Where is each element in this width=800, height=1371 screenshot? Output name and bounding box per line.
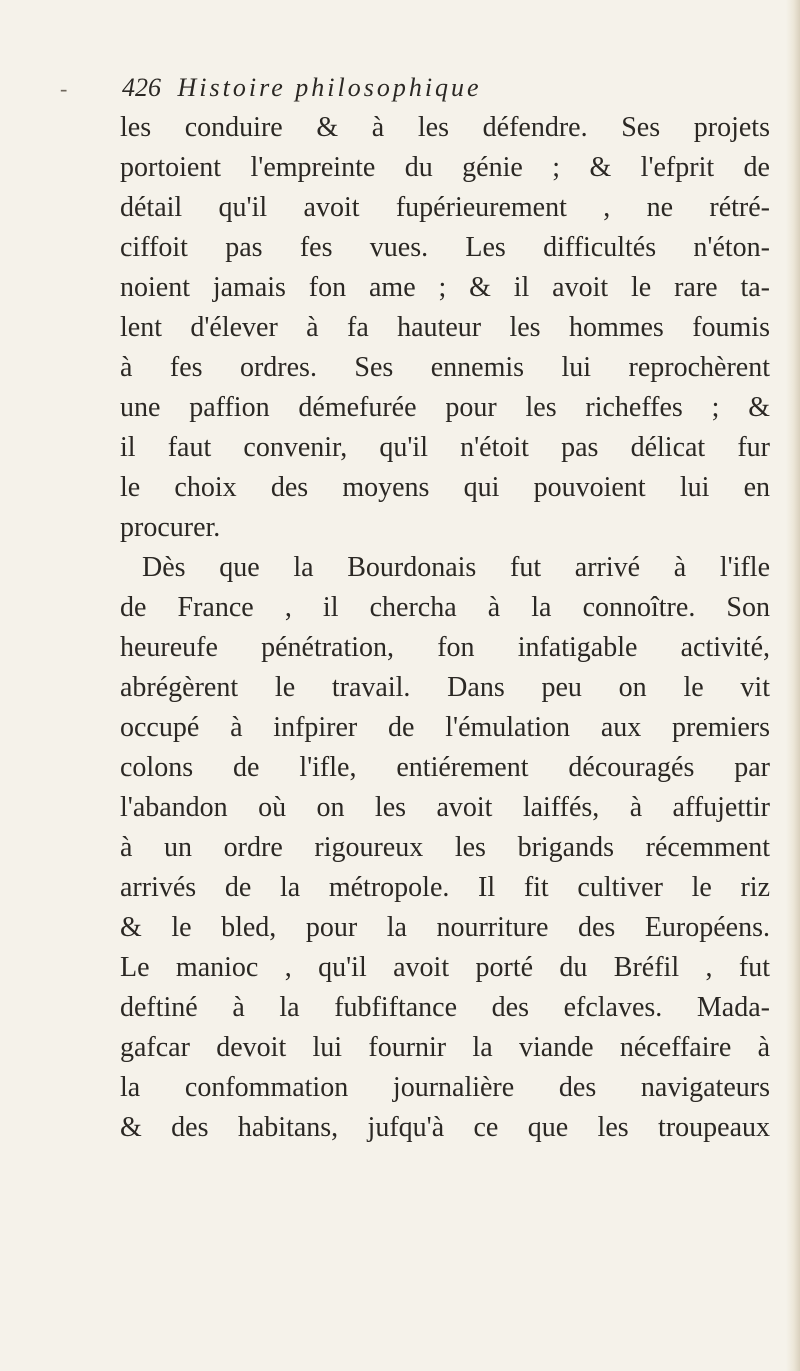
- text-line: abrégèrent le travail. Dans peu on le vit: [120, 672, 770, 703]
- margin-dash: -: [60, 76, 68, 101]
- text-line: de France , il chercha à la connoître. Son: [120, 592, 770, 623]
- text-line: portoient l'empreinte du génie ; & l'efprit de: [120, 152, 770, 183]
- text-line: les conduire & à les défendre. Ses projets: [120, 112, 770, 143]
- text-line: l'abandon où on les avoit laiffés, à affujettir: [120, 792, 770, 823]
- text-line: à un ordre rigoureux les brigands récemment: [120, 832, 770, 863]
- body-text: [120, 108, 770, 1148]
- text-line: & des habitans, jufqu'à ce que les troupeaux: [120, 1112, 770, 1143]
- text-line: Le manioc , qu'il avoit porté du Bréfil , fut: [120, 952, 770, 983]
- text-line: gafcar devoit lui fournir la viande néceffaire à: [120, 1032, 770, 1063]
- running-title: Histoire philosophique: [177, 73, 482, 102]
- text-line: détail qu'il avoit fupérieurement , ne rétré-: [120, 192, 770, 223]
- text-line: noient jamais fon ame ; & il avoit le rare ta-: [120, 272, 770, 303]
- text-line: procurer.: [120, 512, 221, 543]
- page-number: 426: [122, 73, 161, 102]
- text-line: occupé à infpirer de l'émulation aux premiers: [120, 712, 770, 743]
- text-line: à fes ordres. Ses ennemis lui reprochèrent: [120, 352, 770, 383]
- text-line: la confommation journalière des navigateurs: [120, 1072, 770, 1103]
- running-head: [122, 68, 762, 108]
- text-line: colons de l'ifle, entiérement découragés par: [120, 752, 770, 783]
- text-line: deftiné à la fubfiftance des efclaves. Mada-: [120, 992, 770, 1023]
- text-line: ciffoit pas fes vues. Les difficultés n'éton-: [120, 232, 770, 263]
- text-line: lent d'élever à fa hauteur les hommes foumis: [120, 312, 770, 343]
- text-line: il faut convenir, qu'il n'étoit pas délicat fur: [120, 432, 770, 463]
- paragraph-start-line: Dès que la Bourdonais fut arrivé à l'ifle: [142, 552, 770, 583]
- text-line: heureufe pénétration, fon infatigable activité,: [120, 632, 770, 663]
- text-line: une paffion démefurée pour les richeffes ; &: [120, 392, 770, 423]
- text-line: & le bled, pour la nourriture des Européens.: [120, 912, 770, 943]
- text-line: le choix des moyens qui pouvoient lui en: [120, 472, 770, 503]
- text-line: arrivés de la métropole. Il fit cultiver le riz: [120, 872, 770, 903]
- page-edge-shadow: [786, 0, 800, 1371]
